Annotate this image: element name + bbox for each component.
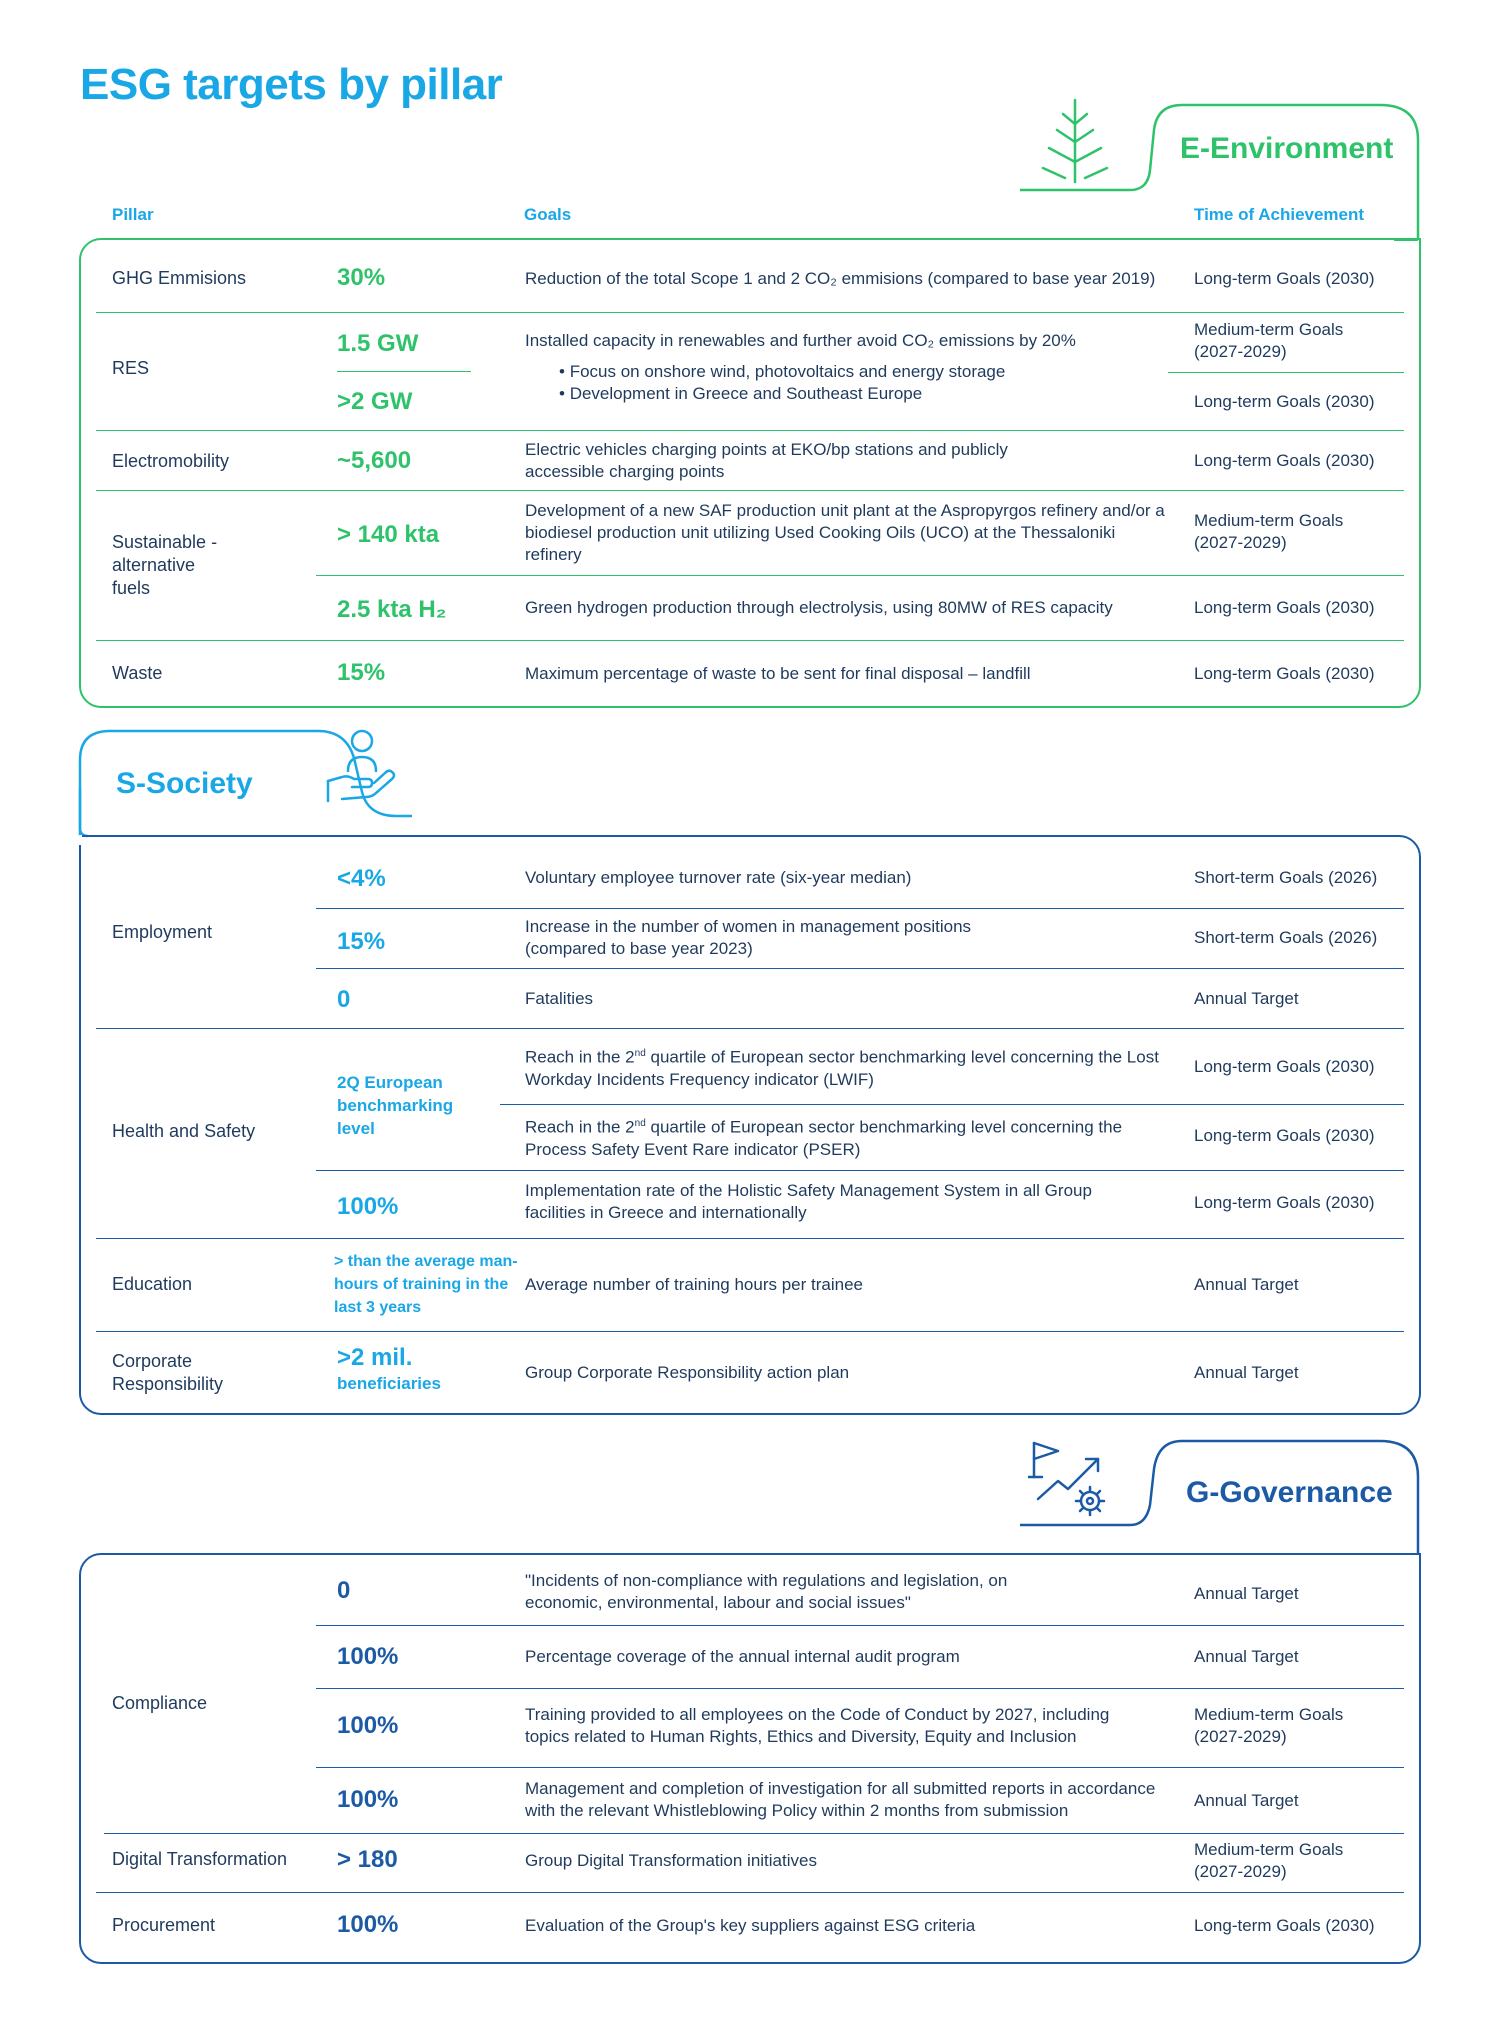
gov-time-compliance-1: Annual Target	[1194, 1584, 1299, 1603]
soc-goal-health-1	[525, 1043, 1165, 1091]
env-goal-ghg: Reduction of the total Scope 1 and 2 CO₂ emmisions (compared to base year 2019)	[525, 269, 1156, 288]
env-value-ghg: 30%	[337, 264, 386, 291]
soc-goal-employment-2: Increase in the number of women in management positions (compared to base year 2023)	[525, 917, 972, 958]
soc-value-corporate-big: >2 mil.	[337, 1344, 413, 1371]
soc-pillar-employment: Employment	[112, 922, 213, 942]
gov-goal-compliance-3: Training provided to all employees on the Code of Conduct by 2027, including topics related to Human Rights, Ethics and Diversity, Equity and Inclusion	[525, 1705, 1110, 1746]
soc-goal-health-1-b: quartile of European sector benchmarking level concerning the Lost Workday Incidents Frequency indicator (LWIF)	[525, 1047, 1159, 1089]
gov-time-digital: Medium-term Goals (2027-2029)	[1194, 1840, 1344, 1881]
divider	[104, 1833, 1404, 1834]
flag-gear-growth-icon	[1028, 1439, 1118, 1519]
governance-table	[79, 1553, 1421, 1964]
soc-pillar-corporate: Corporate Responsibility	[112, 1351, 224, 1394]
gov-pillar-procurement: Procurement	[112, 1915, 216, 1935]
gov-goal-compliance-2: Percentage coverage of the annual internal audit program	[525, 1647, 960, 1666]
env-pillar-ghg: GHG Emmisions	[112, 268, 247, 288]
header-goals: Goals	[524, 205, 572, 224]
soc-value-health-1: 2Q European benchmarking level	[337, 1073, 454, 1138]
divider	[96, 1331, 1404, 1332]
divider	[96, 312, 1404, 313]
gov-goal-digital: Group Digital Transformation initiatives	[525, 1851, 817, 1870]
soc-value-corporate	[337, 1344, 441, 1395]
gov-goal-compliance-1: "Incidents of non-compliance with regulations and legislation, on economic, environmental, labour and social issues"	[525, 1571, 1008, 1612]
divider	[96, 490, 1404, 491]
soc-goal-health-3: Implementation rate of the Holistic Safety Management System in all Group facilities in Greece and internationally	[525, 1181, 1092, 1222]
gov-value-procurement: 100%	[337, 1911, 399, 1938]
divider	[316, 575, 1404, 576]
soc-goal-health-2-a: Reach in the 2	[525, 1117, 635, 1137]
env-goal-fuels-2: Green hydrogen production through electrolysis, using 80MW of RES capacity	[525, 598, 1113, 617]
environment-header-underline	[1394, 238, 1418, 241]
env-value-electromobility: ~5,600	[337, 447, 412, 474]
governance-tab-title: G-Governance	[1186, 1476, 1393, 1509]
env-value-fuels-2: 2.5 kta H₂	[337, 596, 447, 623]
soc-value-education: > than the average man-hours of training in the last 3 years	[334, 1253, 518, 1316]
env-value-waste: 15%	[337, 659, 386, 686]
env-time-electromobility: Long-term Goals (2030)	[1194, 451, 1375, 470]
env-time-res-1	[1194, 319, 1394, 363]
env-time-res-1-text: Medium-term Goals (2027-2029)	[1194, 320, 1344, 361]
soc-value-employment-1: <4%	[337, 865, 386, 892]
env-goal-res-bullet-1: • Focus on onshore wind, photovoltaics and energy storage	[559, 361, 1125, 383]
divider	[316, 1170, 1404, 1171]
gov-time-compliance-4: Annual Target	[1194, 1791, 1299, 1810]
soc-pillar-health: Health and Safety	[112, 1121, 256, 1141]
soc-goal-employment-1: Voluntary employee turnover rate (six-year median)	[525, 868, 912, 887]
page-title: ESG targets by pillar	[80, 60, 503, 109]
gov-value-compliance-1: 0	[337, 1577, 351, 1604]
soc-time-employment-1: Short-term Goals (2026)	[1194, 868, 1378, 887]
gov-value-digital: > 180	[337, 1846, 398, 1873]
divider	[316, 908, 1404, 909]
env-goal-fuels-1: Development of a new SAF production unit plant at the Aspropyrgos refinery and/or a biodiesel production unit utilizing Used Cooking Oils (UCO) at the Thessaloniki refinery	[525, 501, 1165, 564]
divider	[1168, 372, 1404, 373]
env-pillar-fuels: Sustainable -alternative fuels	[112, 532, 218, 598]
divider	[96, 640, 1404, 641]
env-pillar-electromobility: Electromobility	[112, 451, 230, 471]
society-tab-title: S-Society	[116, 767, 253, 800]
env-goal-res-text: Installed capacity in renewables and further avoid CO₂ emissions by 20%	[525, 331, 1076, 350]
header-time: Time of Achievement	[1194, 205, 1365, 224]
divider	[316, 1767, 1404, 1768]
soc-time-employment-2: Short-term Goals (2026)	[1194, 928, 1378, 947]
environment-tab-title: E-Environment	[1180, 132, 1394, 165]
gov-value-compliance-2: 100%	[337, 1643, 399, 1670]
gov-time-compliance-2: Annual Target	[1194, 1647, 1299, 1666]
env-goal-electromobility: Electric vehicles charging points at EKO/bp stations and publicly accessible charging points	[525, 440, 1008, 481]
gov-value-compliance-3: 100%	[337, 1712, 399, 1739]
env-pillar-res: RES	[112, 358, 150, 378]
gov-value-compliance-4: 100%	[337, 1786, 399, 1813]
env-goal-waste: Maximum percentage of waste to be sent for final disposal – landfill	[525, 664, 1031, 683]
ordinal-suffix: nd	[634, 1048, 646, 1059]
gov-goal-procurement: Evaluation of the Group's key suppliers against ESG criteria	[525, 1916, 976, 1935]
env-time-fuels-1: Medium-term Goals (2027-2029)	[1194, 511, 1344, 552]
soc-time-health-2: Long-term Goals (2030)	[1194, 1126, 1375, 1145]
soc-time-employment-3: Annual Target	[1194, 989, 1299, 1008]
soc-goal-health-2	[525, 1113, 1165, 1161]
society-box-left-top	[79, 835, 82, 845]
env-time-waste: Long-term Goals (2030)	[1194, 664, 1375, 683]
gov-pillar-digital: Digital Transformation	[112, 1849, 288, 1869]
gov-goal-compliance-4: Management and completion of investigation for all submitted reports in accordance with the relevant Whistleblowing Policy within 2 months from submission	[525, 1779, 1156, 1820]
gov-time-compliance-3: Medium-term Goals (2027-2029)	[1194, 1705, 1344, 1746]
divider	[500, 1104, 1404, 1105]
soc-time-health-1: Long-term Goals (2030)	[1194, 1057, 1375, 1076]
divider	[316, 1625, 1404, 1626]
soc-value-employment-3: 0	[337, 986, 351, 1013]
ordinal-suffix: nd	[634, 1118, 646, 1129]
gov-pillar-compliance: Compliance	[112, 1693, 208, 1713]
soc-value-corporate-small: beneficiaries	[337, 1374, 441, 1393]
divider	[96, 430, 1404, 431]
divider	[316, 1688, 1404, 1689]
gov-time-procurement: Long-term Goals (2030)	[1194, 1916, 1375, 1935]
env-value-fuels-1: > 140 kta	[337, 521, 440, 548]
env-time-res-2: Long-term Goals (2030)	[1194, 392, 1375, 411]
soc-value-health-3: 100%	[337, 1193, 399, 1220]
soc-time-health-3: Long-term Goals (2030)	[1194, 1193, 1375, 1212]
soc-goal-education: Average number of training hours per trainee	[525, 1275, 863, 1294]
divider	[316, 968, 1404, 969]
env-value-res-2: >2 GW	[337, 388, 413, 415]
divider	[96, 1892, 1404, 1893]
env-goal-res-bullet-2: • Development in Greece and Southeast Europe	[559, 383, 1125, 405]
divider	[96, 1238, 1404, 1239]
env-value-res-1: 1.5 GW	[337, 330, 419, 357]
header-pillar: Pillar	[112, 205, 154, 224]
env-pillar-waste: Waste	[112, 663, 163, 683]
soc-time-education: Annual Target	[1194, 1275, 1299, 1294]
env-time-fuels-2: Long-term Goals (2030)	[1194, 598, 1375, 617]
soc-goal-health-1-a: Reach in the 2	[525, 1047, 635, 1067]
soc-goal-employment-3: Fatalities	[525, 989, 594, 1008]
soc-value-employment-2: 15%	[337, 928, 386, 955]
divider	[337, 371, 471, 372]
soc-goal-health-2-b: quartile of European sector benchmarking level concerning the Process Safety Event Rare indicator (PSER)	[525, 1117, 1123, 1159]
tree-icon	[1035, 98, 1115, 184]
soc-goal-corporate: Group Corporate Responsibility action plan	[525, 1363, 850, 1382]
soc-pillar-education: Education	[112, 1274, 193, 1294]
divider	[96, 1028, 1404, 1029]
hand-person-icon	[322, 727, 402, 805]
soc-time-corporate: Annual Target	[1194, 1363, 1299, 1382]
env-time-ghg: Long-term Goals (2030)	[1194, 269, 1375, 288]
env-goal-res	[525, 330, 1125, 405]
